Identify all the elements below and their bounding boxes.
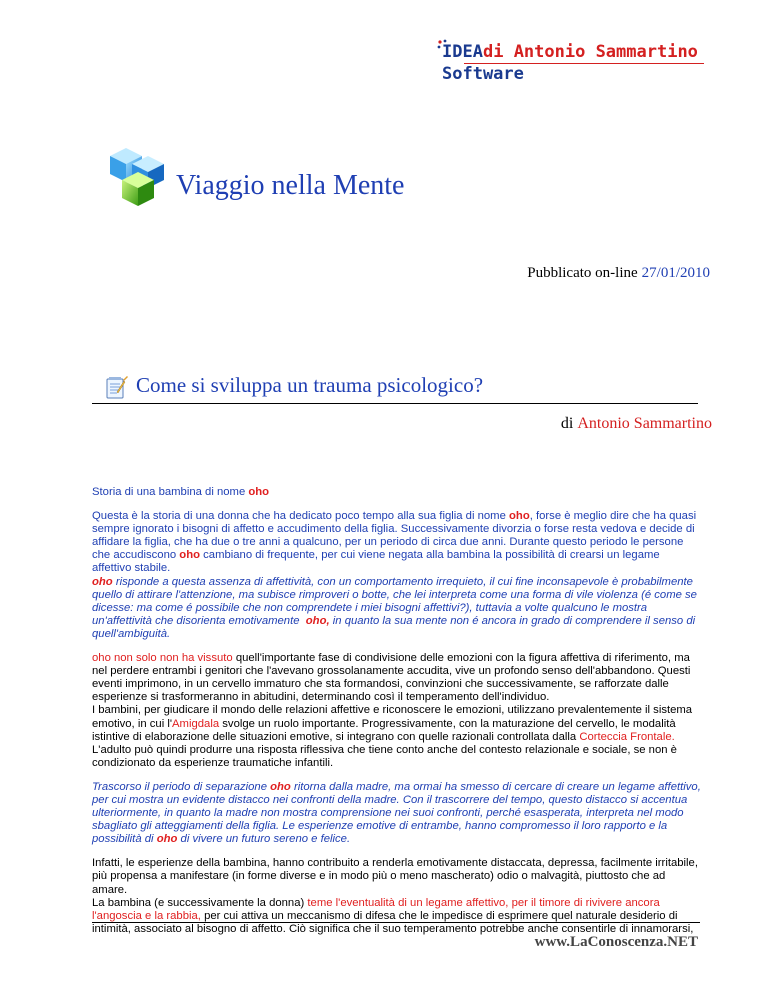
name-highlight: oho <box>248 486 270 498</box>
name-highlight: oho <box>179 549 200 562</box>
paragraph-abandonment <box>92 652 702 770</box>
story-text-d: risponde a questa assenza di affettività, con un comportamento irrequieto, il cui fine inconsapevole è probabilmente quello di attirare l'attenzione, ma subisce rimproveri o botte, che lei interpreta come una forma di vile violenza (é come se dicesse: ma come é possibile che non comprendete i miei bisogni affettivi?), tuttavia a volte qualcuno le mostra un'affettività che disorienta emotivamente <box>92 575 697 627</box>
name-highlight: oho <box>156 833 178 846</box>
paragraph-return <box>92 781 702 846</box>
story-text-b: , forse è meglio dire che ha quasi sempre ignorato i bisogni di affetto e accudimento della figlia. Successivamente divorzia o forse resta vedova e decide di affidare la figlia, che ha due o tre anni a qualcuno, per un periodo di circa due anni. Durante questo periodo le persone che accudiscono <box>92 510 697 562</box>
intro-text: Storia di una bambina di nome <box>92 486 246 498</box>
logo-word-idea: IDEA <box>442 42 483 62</box>
abandonment-text-d: svolge un ruolo importante. Progressivamente, con la maturazione del cervello, le modalità istintive di elaborazione delle situazioni emotive, si integrano con quelle razionali controllata dalla <box>92 717 676 743</box>
return-text-b: ritorna dalla madre, ma ormai ha smesso di cercare di creare un legame affettivo, per cui mostra un evidente distacco nei confronti della madre. Con il trascorrere del tempo, questo distacco si accentua ulteriormente, in quanto la madre non mostra comprensione nei suoi confronti, perché esasperata, interpreta nel modo sbagliato gli atteggiamenti della figlia. Le esperienze emotive di entrambe, hanno compromesso il loro rapporto e la possibilità di <box>92 780 701 846</box>
byline-author: Antonio Sammartino <box>577 415 712 432</box>
return-text-a: Trascorso il periodo di separazione <box>92 780 267 793</box>
paragraph-consequences <box>92 857 702 936</box>
abandonment-text-b: quell'importante fase di condivisione delle emozioni con la figura affettiva di riferimento, ma nel perdere entrambi i genitori che l'avevano grossolanamente accudita, vive un profondo senso dell'abbandono. Questi eventi imprimono, in un cervello immaturo che sta formandosi, convinzioni che successivamente, se rafforzate dalle esperienze si trasformeranno in abitudini, determinando così il temperamento dell'individuo. <box>92 652 691 704</box>
footer-divider <box>92 922 700 923</box>
page-title: Viaggio nella Mente <box>176 170 405 201</box>
idea-software-logo <box>440 40 710 90</box>
consequences-text-d: per cui attiva un meccanismo di difesa che le impedisce di esprimere quel naturale desiderio di intimità, associato al bisogno di affetto. Ciò significa che il suo temperamento potrebbe anche consentirle di innamorarsi, <box>92 909 694 935</box>
logo-author: Antonio Sammartino <box>513 42 698 62</box>
published-label: Pubblicato on-line <box>527 265 638 281</box>
byline-prefix: di <box>560 415 574 432</box>
return-text-c: di vivere un futuro sereno e felice. <box>180 833 351 846</box>
published-info <box>527 265 710 282</box>
logo-word-software: Software <box>442 64 524 84</box>
corteccia-term: Corteccia Frontale. <box>579 730 675 743</box>
story-text-a: Questa è la storia di una donna che ha dedicato poco tempo alla sua figlia di nome <box>92 510 506 523</box>
logo-di: di <box>482 42 504 62</box>
section-divider <box>92 403 698 404</box>
abandonment-text-a: oho non solo non ha vissuto <box>92 652 233 665</box>
consequences-text-c: teme l'eventualità di un legame affettivo, per il timore di rivivere ancora l'angoscia e la rabbia, <box>92 896 660 922</box>
paragraph-story <box>92 510 702 641</box>
abandonment-text-e: L'adulto può quindi produrre una risposta riflessiva che tiene conto anche del contesto relazionale e sociale, se non è condizionato da esperienze traumatiche infantili. <box>92 743 677 769</box>
amigdala-term: Amigdala <box>172 717 220 730</box>
consequences-text-b: La bambina (e successivamente la donna) <box>92 896 305 909</box>
name-highlight: oho <box>270 780 291 793</box>
name-highlight: oho, <box>305 614 330 627</box>
published-date: 27/01/2010 <box>641 265 710 281</box>
story-text-c: cambiano di frequente, per cui viene negata alla bambina la possibilità di crearsi un legame affettivo stabile. <box>92 549 660 575</box>
consequences-text-a: Infatti, le esperienze della bambina, hanno contribuito a renderla emotivamente distaccata, depressa, facilmente irritabile, più propensa a manifestare (in forme diverse e in modo più o meno mascherato) odio o malvagità, piuttosto che ad amare. <box>92 857 698 896</box>
article-body <box>92 486 702 947</box>
section-title: Come si sviluppa un trauma psicologico? <box>136 373 484 397</box>
abandonment-text-c: I bambini, per giudicare il mondo delle relazioni affettive e riconoscere le emozioni, utilizzano prevalentemente il sistema emotivo, in cui l' <box>92 704 693 730</box>
notepad-icon <box>103 374 129 400</box>
name-highlight: oho <box>92 575 113 588</box>
cubes-icon <box>104 140 174 210</box>
byline <box>561 415 712 433</box>
footer-site-link[interactable]: www.LaConoscenza.NET <box>534 934 698 950</box>
story-text-e: in quanto la sua mente non é ancora in grado di comprendere il senso di quell'ambiguità. <box>92 614 696 640</box>
paragraph-intro <box>92 486 702 499</box>
name-highlight: oho <box>509 510 530 523</box>
